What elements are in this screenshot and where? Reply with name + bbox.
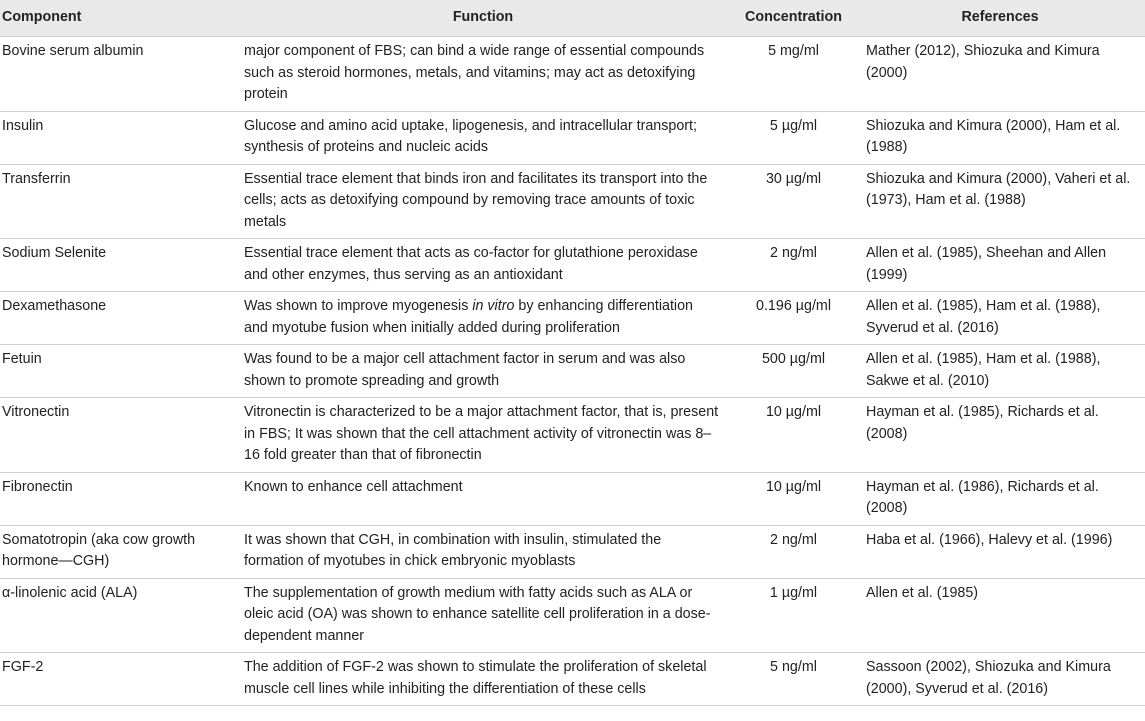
component-cell: Fetuin [0, 345, 234, 398]
function-cell [234, 398, 732, 473]
references-cell: Hayman et al. (1986), Richards et al. (2008) [855, 472, 1145, 525]
function-cell [234, 111, 732, 164]
function-cell [234, 472, 732, 525]
function-cell [234, 239, 732, 292]
function-cell [234, 37, 732, 112]
references-cell: Mather (2012), Shiozuka and Kimura (2000) [855, 37, 1145, 112]
concentration-cell: 2 ng/ml [732, 239, 855, 292]
function-text: major component of FBS; can bind a wide range of essential compounds such as steroid hormones, metals, and vitamins; may act as detoxifying protein [244, 43, 705, 102]
function-cell [234, 345, 732, 398]
function-text: Essential trace element that acts as co-factor for glutathione peroxidase and other enzymes, thus serving as an antioxidant [244, 245, 698, 283]
concentration-cell: 5 ng/ml [732, 653, 855, 706]
function-text: Was shown to improve myogenesis [244, 298, 473, 314]
function-cell [234, 525, 732, 578]
table-row [0, 653, 1145, 706]
function-text: It was shown that CGH, in combination with insulin, stimulated the formation of myotubes in chick embryonic myoblasts [244, 531, 662, 569]
concentration-cell: 2 ng/ml [732, 525, 855, 578]
concentration-cell: 5 µg/ml [732, 111, 855, 164]
function-text: Essential trace element that binds iron and facilitates its transport into the cells; acts as detoxifying compound by removing trace amounts of toxic metals [244, 170, 708, 230]
function-cell [234, 292, 732, 345]
table-row [0, 472, 1145, 525]
component-cell: Somatotropin (aka cow growth hormone—CGH) [0, 525, 234, 578]
component-cell: Sodium Selenite [0, 239, 234, 292]
table-row [0, 111, 1145, 164]
references-cell: Shiozuka and Kimura (2000), Vaheri et al. (1973), Ham et al. (1988) [855, 164, 1145, 239]
references-cell: Shiozuka and Kimura (2000), Ham et al. (1988) [855, 111, 1145, 164]
function-cell [234, 164, 732, 239]
function-text: in vitro [472, 298, 515, 314]
references-cell: Allen et al. (1985), Ham et al. (1988), Syverud et al. (2016) [855, 292, 1145, 345]
concentration-cell: 0.196 µg/ml [732, 292, 855, 345]
function-cell [234, 578, 732, 653]
header-component: Component [2, 9, 82, 26]
function-text: The addition of FGF-2 was shown to stimulate the proliferation of skeletal muscle cell lines while inhibiting the differentiation of these cells [244, 659, 707, 697]
component-cell: Dexamethasone [0, 292, 234, 345]
function-text: Known to enhance cell attachment [244, 478, 463, 495]
concentration-cell: 30 µg/ml [732, 164, 855, 239]
concentration-cell: 1 µg/ml [732, 578, 855, 653]
table-row [0, 164, 1145, 239]
table-row [0, 37, 1145, 112]
concentration-cell: 10 µg/ml [732, 398, 855, 473]
component-cell: Insulin [0, 111, 234, 164]
function-text: Vitronectin is characterized to be a major attachment factor, that is, present in FBS; It was shown that the cell attachment activity of vitronectin was 8–16 fold greater than that of fibronectin [244, 404, 719, 463]
references-cell: Sassoon (2002), Shiozuka and Kimura (2000), Syverud et al. (2016) [855, 653, 1145, 706]
table-row [0, 239, 1145, 292]
header-references: References [961, 9, 1039, 26]
references-cell: Allen et al. (1985) [855, 578, 1145, 653]
header-concentration: Concentration [745, 9, 842, 26]
component-cell: Vitronectin [0, 398, 234, 473]
component-cell: Transferrin [0, 164, 234, 239]
function-text: by enhancing differentiation and myotube fusion when initially added during proliferation [244, 298, 694, 336]
references-cell: Haba et al. (1966), Halevy et al. (1996) [855, 525, 1145, 578]
function-text: Glucose and amino acid uptake, lipogenesis, and intracellular transport; synthesis of proteins and nucleic acids [244, 117, 697, 155]
component-cell: α-linolenic acid (ALA) [0, 578, 234, 653]
table-row [0, 398, 1145, 473]
header-function: Function [452, 9, 514, 26]
table-row [0, 345, 1145, 398]
function-text: The supplementation of growth medium with fatty acids such as ALA or oleic acid (OA) was shown to enhance satellite cell proliferation in a dose-dependent manner [244, 584, 711, 644]
table-row [0, 525, 1145, 578]
function-text: Was found to be a major cell attachment factor in serum and was also shown to promote spreading and growth [244, 351, 686, 389]
header-row [0, 0, 1145, 37]
references-cell: Allen et al. (1985), Ham et al. (1988), Sakwe et al. (2010) [855, 345, 1145, 398]
concentration-cell: 500 µg/ml [732, 345, 855, 398]
component-cell: Bovine serum albumin [0, 37, 234, 112]
table-row [0, 292, 1145, 345]
references-cell: Hayman et al. (1985), Richards et al. (2008) [855, 398, 1145, 473]
component-cell: Fibronectin [0, 472, 234, 525]
table-row [0, 578, 1145, 653]
concentration-cell: 10 µg/ml [732, 472, 855, 525]
function-cell [234, 653, 732, 706]
concentration-cell: 5 mg/ml [732, 37, 855, 112]
component-cell: FGF-2 [0, 653, 234, 706]
references-cell: Allen et al. (1985), Sheehan and Allen (1999) [855, 239, 1145, 292]
